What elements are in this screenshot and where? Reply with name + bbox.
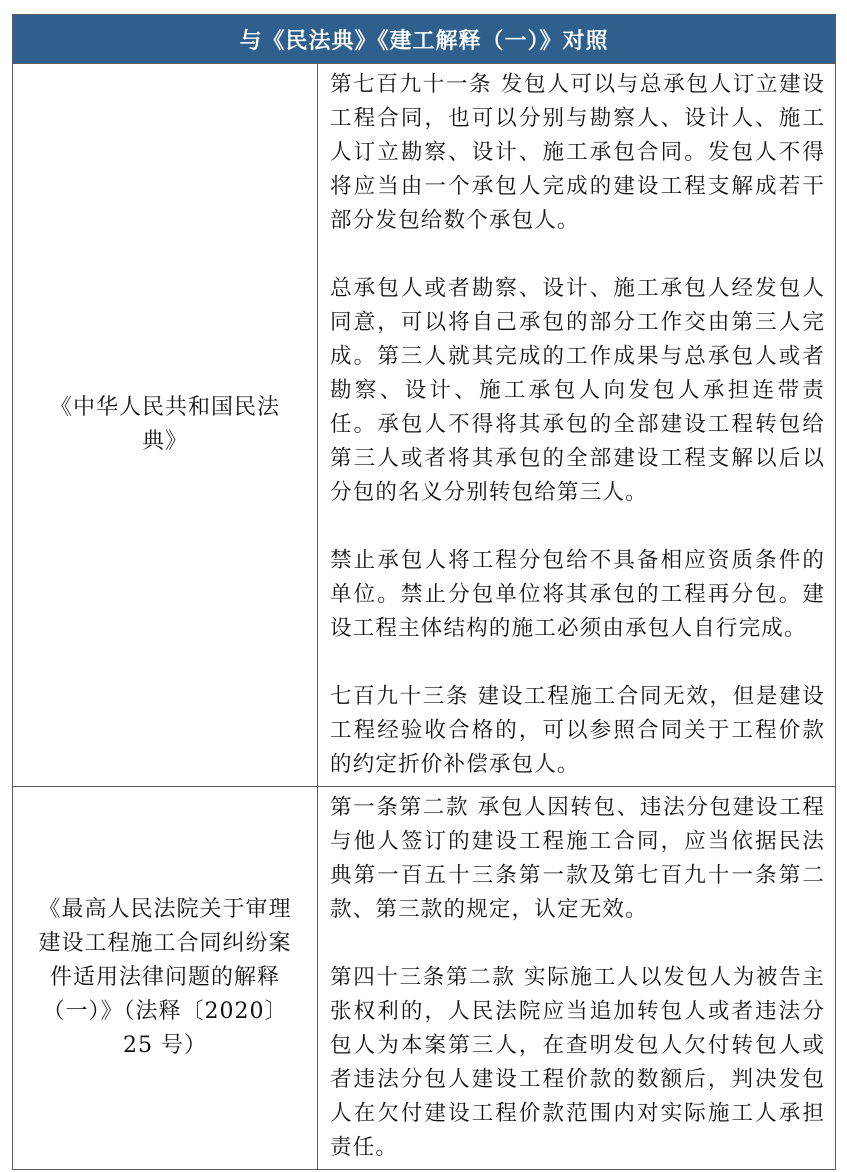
table-row-judicial-interpretation <box>13 787 836 1170</box>
law-name-line: （一）》（法释〔2020〕 <box>42 999 288 1024</box>
provision-paragraph: 第七百九十一条 发包人可以与总承包人订立建设工程合同，也可以分别与勘察人、设计人、施工人订立勘察、设计、施工承包合同。发包人不得将应当由一个承包人完成的建设工程支解成若干部分发包给数个承包人。 <box>330 72 826 233</box>
provision-paragraph: 第一条第二款 承包人因转包、违法分包建设工程与他人签订的建设工程施工合同，应当依据民法典第一百五十三条第一款及第七百九十一条第二款、第三款的规定，认定无效。 <box>330 795 826 922</box>
provision-paragraph: 禁止承包人将工程分包给不具备相应资质条件的单位。禁止分包单位将其承包的工程再分包。建设工程主体结构的施工必须由承包人自行完成。 <box>330 548 826 641</box>
law-name-line: 《中华人民共和国民法 <box>49 395 280 420</box>
law-name-line: 建设工程施工合同纠纷案 <box>38 931 292 956</box>
provision-paragraph: 第四十三条第二款 实际施工人以发包人为被告主张权利的，人民法院应当追加转包人或者违法分包人为本案第三人，在查明发包人欠付转包人或者违法分包人建设工程价款的数额后，判决发包人在欠付建设工程价款范围内对实际施工人承担责任。 <box>330 965 826 1160</box>
provisions-judicial-interpretation <box>318 787 836 1170</box>
provision-paragraph: 总承包人或者勘察、设计、施工承包人经发包人同意，可以将自己承包的部分工作交由第三人完成。第三人就其完成的工作成果与总承包人或者勘察、设计、施工承包人向发包人承担连带责任。承包人不得将其承包的全部建设工程转包给第三人或者将其承包的全部建设工程支解以后以分包的名义分别转包给第三人。 <box>330 276 826 505</box>
table-row-civil-code <box>13 64 836 787</box>
law-name-line: 件适用法律问题的解释 <box>49 965 280 990</box>
comparison-table <box>12 14 836 1170</box>
table-header-row <box>13 15 836 64</box>
provision-paragraph: 七百九十三条 建设工程施工合同无效，但是建设工程经验收合格的，可以参照合同关于工程价款的约定折价补偿承包人。 <box>330 684 826 777</box>
provisions-civil-code <box>318 64 836 787</box>
law-name-civil-code <box>13 64 318 787</box>
law-name-line: 典》 <box>141 429 188 454</box>
law-name-line: 25 号） <box>123 1033 207 1058</box>
law-name-judicial-interpretation <box>13 787 318 1170</box>
table-title: 与《民法典》《建工解释（一）》对照 <box>13 15 836 64</box>
law-name-line: 《最高人民法院关于审理 <box>38 897 292 922</box>
comparison-page <box>12 14 835 1158</box>
